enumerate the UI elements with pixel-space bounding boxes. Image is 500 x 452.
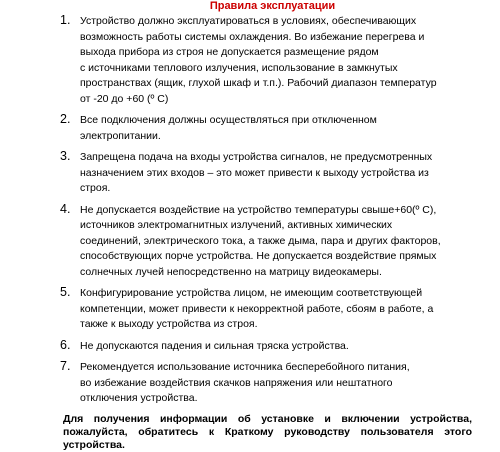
rule-item: [60, 203, 480, 281]
rule-text-line: компетенции, может привести к некорректной работе, сбоям в работе, а: [80, 302, 434, 315]
rule-text-line: способствующих порче устройства. Не допускается воздействие прямых: [80, 250, 437, 262]
rule-text-line: с источниками теплового излучения, использование в замкнутых: [80, 61, 398, 74]
rule-text-line: также к выходу устройства из строя.: [80, 318, 258, 330]
rules-list: [60, 14, 480, 407]
rule-number: 6.: [60, 337, 71, 352]
rule-text-line: Запрещена подача на входы устройства сигналов, не предусмотренных: [80, 151, 433, 163]
rule-text-line: возможность работы системы охлаждения. Во избежание перегрева и: [80, 30, 425, 43]
rule-text-line: электропитании.: [80, 129, 161, 142]
rule-text-line: соединений, электрического тока, а также дыма, пара и других факторов,: [80, 234, 441, 247]
rule-text-line: Не допускается воздействие на устройство температуры свыше+60(º C),: [80, 203, 437, 216]
rule-item: [60, 150, 480, 197]
rule-item: [60, 339, 480, 355]
rule-number: 4.: [60, 201, 71, 216]
installation-note: Для получения информации об установке и включении устройства, пожалуйста, обратитесь к Краткому руководству пользователя этого устройства.: [63, 412, 472, 451]
rule-text-line: Рекомендуется использование источника бесперебойного питания,: [80, 361, 410, 373]
rule-number: 5.: [60, 285, 71, 299]
rule-text-line: назначением этих входов – это может привести к выходу устройства из: [80, 166, 429, 179]
rule-text-line: выхода прибора из строя не допускается размещение рядом: [80, 46, 379, 58]
rule-item: [60, 113, 480, 144]
rule-text-line: Конфигурирование устройства лицом, не имеющим соответствующей: [80, 287, 423, 299]
rule-text-line: пространствах (ящик, глухой шкаф и т.п.). Рабочий диапазон температур: [80, 77, 437, 89]
rule-text-line: строя.: [80, 182, 111, 194]
rule-text-line: во избежание воздействия скачков напряжения или нештатного: [80, 376, 393, 389]
rule-text-line: от -20 до +60 (º C): [80, 92, 169, 105]
rule-number: 3.: [60, 149, 71, 163]
rule-number: 1.: [60, 13, 71, 27]
rule-item: [60, 14, 480, 107]
page-title: Правила эксплуатации: [209, 0, 336, 12]
rule-text-line: отключения устройства.: [80, 392, 198, 404]
rule-number: 2.: [60, 112, 71, 126]
rule-item: [60, 286, 480, 333]
rule-number: 7.: [60, 359, 71, 373]
rule-text-line: Все подключения должны осуществляться при отключенном: [80, 114, 377, 126]
rule-text-line: солнечных лучей непосредственно на матрицу видеокамеры.: [80, 265, 382, 278]
rule-text-line: Устройство должно эксплуатироваться в условиях, обеспечивающих: [80, 15, 417, 27]
rule-text-line: источников электромагнитных излучений, активных химических: [80, 219, 393, 231]
rule-text-line: Не допускаются падения и сильная тряска устройства.: [80, 339, 349, 352]
